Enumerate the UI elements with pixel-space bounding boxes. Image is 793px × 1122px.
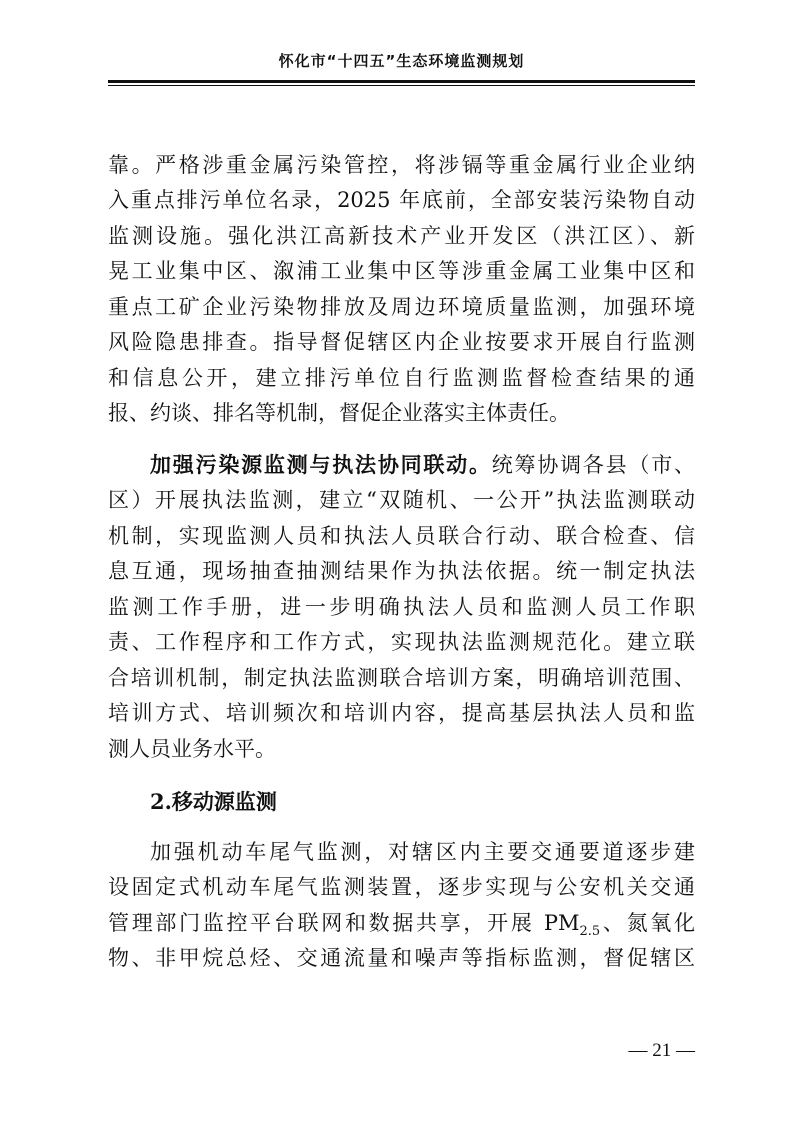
paragraph-line: 重点工矿企业污染物排放及周边环境质量监测，加强环境	[108, 295, 695, 319]
paragraph-first-line: 加强机动车尾气监测，对辖区内主要交通要道逐步建	[150, 840, 695, 864]
paragraph-line: 和信息公开，建立排污单位自行监测监督检查结果的通	[108, 366, 695, 390]
paragraph-line: 合培训机制，制定执法监测联合培训方案，明确培训范围、	[108, 666, 695, 690]
paragraph-line: 监测设施。强化洪江高新技术产业开发区（洪江区）、新	[108, 224, 695, 248]
paragraph-line: 设固定式机动车尾气监测装置，逐步实现与公安机关交通	[108, 875, 695, 899]
paragraph-line: 入重点排污单位名录，2025 年底前，全部安装污染物自动	[108, 188, 695, 212]
paragraph-lead-heading: 加强污染源监测与执法协同联动。	[150, 452, 492, 477]
paragraph-line: 靠。严格涉重金属污染管控，将涉镉等重金属行业企业纳	[108, 153, 695, 177]
section-heading: 2.移动源监测	[150, 789, 277, 814]
paragraph-line: 风险隐患排查。指导督促辖区内企业按要求开展自行监测	[108, 330, 695, 354]
paragraph-line: 机制，实现监测人员和执法人员联合行动、联合检查、信	[108, 524, 695, 548]
paragraph-line: 培训方式、培训频次和培训内容，提高基层执法人员和监	[108, 701, 695, 725]
paragraph-line: 物、非甲烷总烃、交通流量和噪声等指标监测，督促辖区	[108, 946, 695, 970]
paragraph-line: 责、工作程序和工作方式，实现执法监测规范化。建立联	[108, 630, 695, 654]
paragraph-first-line	[150, 449, 695, 481]
paragraph-line: 息互通，现场抽查抽测结果作为执法依据。统一制定执法	[108, 559, 695, 583]
paragraph-line: 监测工作手册，进一步明确执法人员和监测人员工作职	[108, 595, 695, 619]
header-rule-thick	[108, 80, 695, 83]
paragraph-line: 晃工业集中区、溆浦工业集中区等涉重金属工业集中区和	[108, 259, 695, 283]
pm-subscript: 2.5	[579, 924, 601, 940]
paragraph-line: 测人员业务水平。	[108, 737, 276, 761]
line-text: 管理部门监控平台联网和数据共享，开展 PM	[108, 911, 580, 935]
paragraph-line	[108, 907, 695, 939]
paragraph-lead-text: 统筹协调各县（市、	[491, 453, 696, 477]
page-header-title: 怀化市“十四五”生态环境监测规划	[278, 52, 525, 70]
paragraph-line: 区）开展执法监测，建立“双随机、一公开”执法监测联动	[108, 488, 695, 512]
line-text: 、氮氧化	[600, 911, 696, 935]
page-number: — 21 —	[628, 1040, 695, 1061]
header-rule-thin	[108, 85, 695, 86]
paragraph-line: 报、约谈、排名等机制，督促企业落实主体责任。	[108, 401, 570, 425]
